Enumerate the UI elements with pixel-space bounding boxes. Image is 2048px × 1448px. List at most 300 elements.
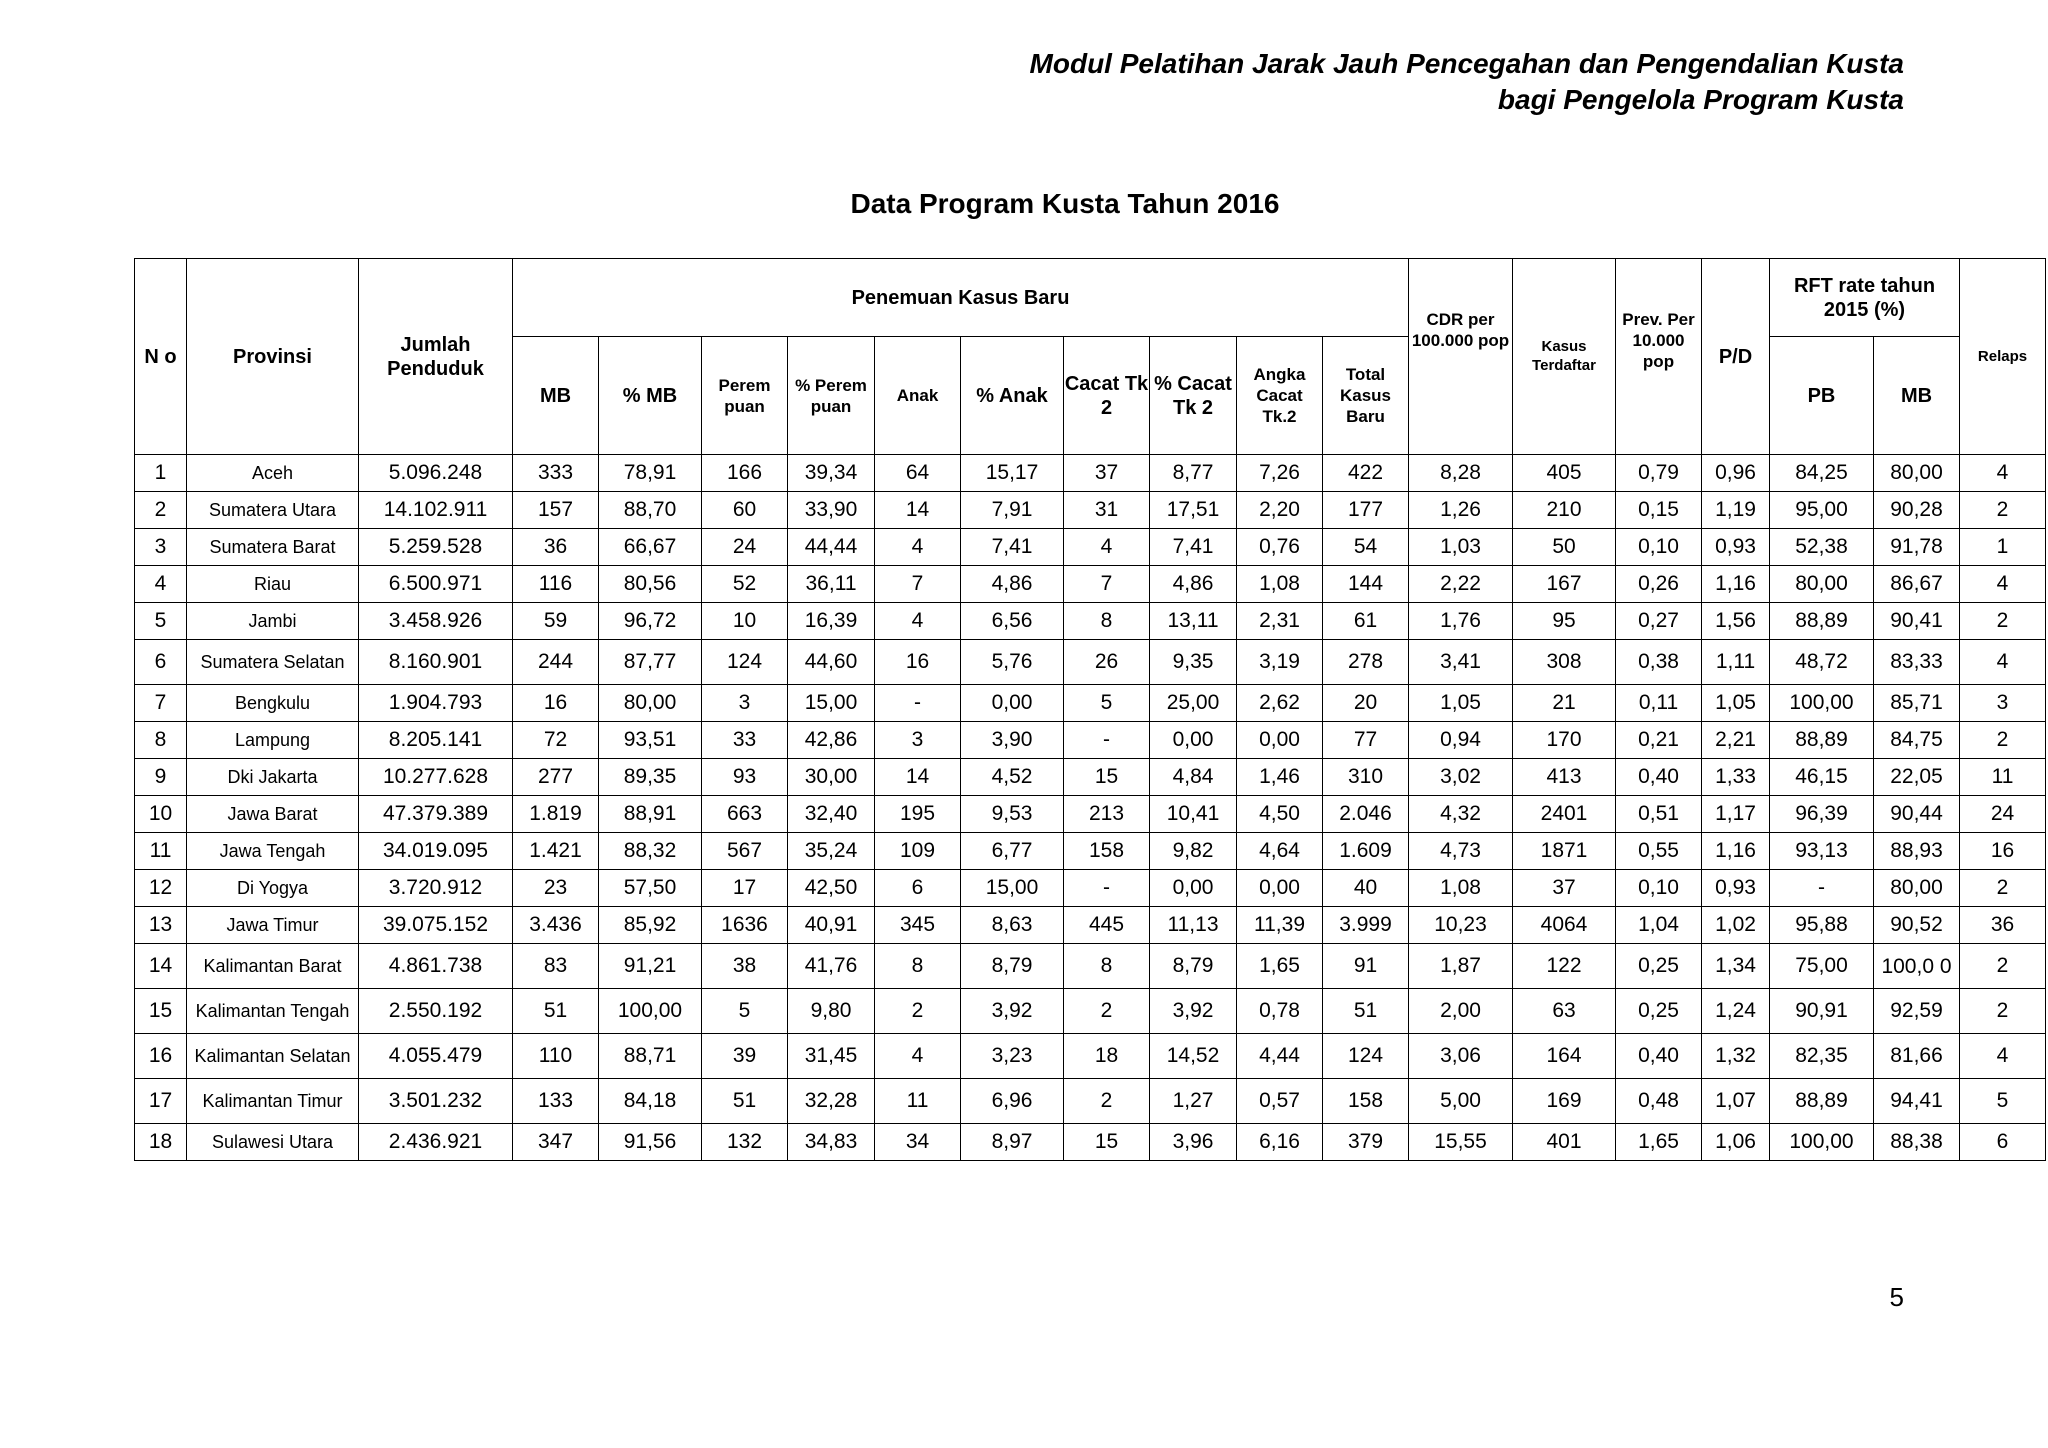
cell-pb: 88,89 — [1770, 1079, 1874, 1124]
header-prev: Prev. Per 10.000 pop — [1616, 259, 1702, 455]
cell-pct-perempuan: 44,60 — [788, 640, 875, 685]
cell-anak: 4 — [875, 1034, 961, 1079]
cell-pct-mb: 85,92 — [599, 907, 702, 944]
cell-pd: 1,07 — [1702, 1079, 1770, 1124]
cell-pd: 1,06 — [1702, 1124, 1770, 1161]
cell-pct-cacat-tk2: 0,00 — [1150, 722, 1237, 759]
cell-jumlah-penduduk: 39.075.152 — [359, 907, 513, 944]
cell-cdr: 2,00 — [1409, 989, 1513, 1034]
cell-pct-cacat-tk2: 11,13 — [1150, 907, 1237, 944]
cell-no: 1 — [135, 455, 187, 492]
cell-cdr: 3,02 — [1409, 759, 1513, 796]
cell-pct-cacat-tk2: 8,77 — [1150, 455, 1237, 492]
cell-relaps: 2 — [1960, 989, 2046, 1034]
cell-pb: 100,00 — [1770, 1124, 1874, 1161]
cell-anak: 34 — [875, 1124, 961, 1161]
cell-perempuan: 166 — [702, 455, 788, 492]
cell-angka-cacat: 2,31 — [1237, 603, 1323, 640]
cell-kasus-terdaftar: 169 — [1513, 1079, 1616, 1124]
cell-rft-mb: 91,78 — [1874, 529, 1960, 566]
cell-kasus-terdaftar: 405 — [1513, 455, 1616, 492]
cell-total-kasus-baru: 278 — [1323, 640, 1409, 685]
cell-pct-mb: 84,18 — [599, 1079, 702, 1124]
cell-perempuan: 33 — [702, 722, 788, 759]
cell-total-kasus-baru: 177 — [1323, 492, 1409, 529]
cell-cdr: 1,26 — [1409, 492, 1513, 529]
cell-rft-mb: 90,44 — [1874, 796, 1960, 833]
cell-jumlah-penduduk: 5.096.248 — [359, 455, 513, 492]
cell-pct-anak: 3,92 — [961, 989, 1064, 1034]
cell-pct-perempuan: 9,80 — [788, 989, 875, 1034]
cell-pct-anak: 4,86 — [961, 566, 1064, 603]
cell-pb: 80,00 — [1770, 566, 1874, 603]
cell-prev: 0,27 — [1616, 603, 1702, 640]
cell-angka-cacat: 0,78 — [1237, 989, 1323, 1034]
header-mb: MB — [513, 337, 599, 455]
cell-no: 2 — [135, 492, 187, 529]
cell-anak: 2 — [875, 989, 961, 1034]
cell-pb: 88,89 — [1770, 603, 1874, 640]
cell-pd: 1,02 — [1702, 907, 1770, 944]
cell-provinsi: Kalimantan Selatan — [187, 1034, 359, 1079]
cell-total-kasus-baru: 77 — [1323, 722, 1409, 759]
cell-pct-anak: 0,00 — [961, 685, 1064, 722]
cell-rft-mb: 22,05 — [1874, 759, 1960, 796]
cell-pct-cacat-tk2: 3,96 — [1150, 1124, 1237, 1161]
cell-prev: 0,51 — [1616, 796, 1702, 833]
cell-mb: 16 — [513, 685, 599, 722]
table-row — [135, 640, 2046, 685]
cell-no: 17 — [135, 1079, 187, 1124]
cell-cacat-tk2: 8 — [1064, 603, 1150, 640]
cell-pct-anak: 4,52 — [961, 759, 1064, 796]
cell-relaps: 4 — [1960, 640, 2046, 685]
cell-pct-cacat-tk2: 1,27 — [1150, 1079, 1237, 1124]
cell-mb: 51 — [513, 989, 599, 1034]
cell-rft-mb: 81,66 — [1874, 1034, 1960, 1079]
cell-provinsi: Sumatera Barat — [187, 529, 359, 566]
cell-pb: - — [1770, 870, 1874, 907]
cell-pct-cacat-tk2: 9,82 — [1150, 833, 1237, 870]
cell-pct-cacat-tk2: 7,41 — [1150, 529, 1237, 566]
cell-cacat-tk2: 2 — [1064, 989, 1150, 1034]
table-row — [135, 833, 2046, 870]
cell-pct-cacat-tk2: 8,79 — [1150, 944, 1237, 989]
cell-pct-perempuan: 16,39 — [788, 603, 875, 640]
header-pd: P/D — [1702, 259, 1770, 455]
cell-cacat-tk2: - — [1064, 722, 1150, 759]
cell-pd: 1,34 — [1702, 944, 1770, 989]
cell-jumlah-penduduk: 3.458.926 — [359, 603, 513, 640]
cell-mb: 36 — [513, 529, 599, 566]
table-row — [135, 796, 2046, 833]
cell-pd: 2,21 — [1702, 722, 1770, 759]
header-pb: PB — [1770, 337, 1874, 455]
table-row — [135, 1124, 2046, 1161]
cell-prev: 0,79 — [1616, 455, 1702, 492]
cell-jumlah-penduduk: 1.904.793 — [359, 685, 513, 722]
cell-jumlah-penduduk: 10.277.628 — [359, 759, 513, 796]
cell-angka-cacat: 11,39 — [1237, 907, 1323, 944]
cell-provinsi: Jambi — [187, 603, 359, 640]
cell-pct-cacat-tk2: 13,11 — [1150, 603, 1237, 640]
cell-cdr: 8,28 — [1409, 455, 1513, 492]
cell-pct-mb: 96,72 — [599, 603, 702, 640]
cell-pct-perempuan: 30,00 — [788, 759, 875, 796]
cell-pct-perempuan: 36,11 — [788, 566, 875, 603]
cell-relaps: 4 — [1960, 455, 2046, 492]
cell-pct-mb: 91,21 — [599, 944, 702, 989]
cell-mb: 116 — [513, 566, 599, 603]
cell-jumlah-penduduk: 8.160.901 — [359, 640, 513, 685]
cell-pb: 95,00 — [1770, 492, 1874, 529]
cell-pct-anak: 3,23 — [961, 1034, 1064, 1079]
cell-perempuan: 38 — [702, 944, 788, 989]
cell-provinsi: Di Yogya — [187, 870, 359, 907]
cell-mb: 333 — [513, 455, 599, 492]
cell-cdr: 1,76 — [1409, 603, 1513, 640]
cell-perempuan: 124 — [702, 640, 788, 685]
cell-pct-perempuan: 42,50 — [788, 870, 875, 907]
cell-provinsi: Dki Jakarta — [187, 759, 359, 796]
cell-provinsi: Sulawesi Utara — [187, 1124, 359, 1161]
cell-angka-cacat: 3,19 — [1237, 640, 1323, 685]
cell-no: 13 — [135, 907, 187, 944]
table-row — [135, 1034, 2046, 1079]
cell-prev: 0,26 — [1616, 566, 1702, 603]
cell-kasus-terdaftar: 210 — [1513, 492, 1616, 529]
cell-cdr: 3,41 — [1409, 640, 1513, 685]
cell-angka-cacat: 0,00 — [1237, 722, 1323, 759]
table-row — [135, 759, 2046, 796]
cell-relaps: 16 — [1960, 833, 2046, 870]
cell-provinsi: Kalimantan Tengah — [187, 989, 359, 1034]
cell-pct-cacat-tk2: 9,35 — [1150, 640, 1237, 685]
cell-perempuan: 3 — [702, 685, 788, 722]
cell-pct-anak: 15,17 — [961, 455, 1064, 492]
kusta-data-table — [134, 258, 2046, 1161]
cell-relaps: 2 — [1960, 492, 2046, 529]
cell-prev: 1,04 — [1616, 907, 1702, 944]
cell-cacat-tk2: 15 — [1064, 1124, 1150, 1161]
cell-cacat-tk2: 37 — [1064, 455, 1150, 492]
cell-cacat-tk2: 445 — [1064, 907, 1150, 944]
cell-perempuan: 132 — [702, 1124, 788, 1161]
cell-total-kasus-baru: 40 — [1323, 870, 1409, 907]
cell-rft-mb: 90,28 — [1874, 492, 1960, 529]
table-row — [135, 1079, 2046, 1124]
cell-no: 6 — [135, 640, 187, 685]
cell-anak: - — [875, 685, 961, 722]
cell-pct-perempuan: 34,83 — [788, 1124, 875, 1161]
header-no: N o — [135, 259, 187, 455]
cell-pct-mb: 91,56 — [599, 1124, 702, 1161]
cell-no: 14 — [135, 944, 187, 989]
cell-pb: 93,13 — [1770, 833, 1874, 870]
cell-anak: 3 — [875, 722, 961, 759]
cell-angka-cacat: 4,64 — [1237, 833, 1323, 870]
cell-jumlah-penduduk: 4.055.479 — [359, 1034, 513, 1079]
cell-pct-anak: 9,53 — [961, 796, 1064, 833]
header-rft-rate: RFT rate tahun 2015 (%) — [1770, 259, 1960, 337]
cell-perempuan: 39 — [702, 1034, 788, 1079]
cell-mb: 59 — [513, 603, 599, 640]
cell-total-kasus-baru: 1.609 — [1323, 833, 1409, 870]
cell-cacat-tk2: - — [1064, 870, 1150, 907]
header-pct-perempuan: % Perem puan — [788, 337, 875, 455]
cell-pct-perempuan: 15,00 — [788, 685, 875, 722]
cell-kasus-terdaftar: 95 — [1513, 603, 1616, 640]
cell-cdr: 0,94 — [1409, 722, 1513, 759]
cell-mb: 83 — [513, 944, 599, 989]
cell-jumlah-penduduk: 3.720.912 — [359, 870, 513, 907]
cell-rft-mb: 88,93 — [1874, 833, 1960, 870]
cell-no: 11 — [135, 833, 187, 870]
cell-prev: 0,40 — [1616, 759, 1702, 796]
cell-cacat-tk2: 158 — [1064, 833, 1150, 870]
cell-pd: 0,93 — [1702, 529, 1770, 566]
cell-provinsi: Sumatera Utara — [187, 492, 359, 529]
cell-kasus-terdaftar: 167 — [1513, 566, 1616, 603]
cell-cdr: 1,87 — [1409, 944, 1513, 989]
cell-pd: 0,93 — [1702, 870, 1770, 907]
cell-pct-anak: 6,77 — [961, 833, 1064, 870]
cell-relaps: 2 — [1960, 722, 2046, 759]
cell-total-kasus-baru: 51 — [1323, 989, 1409, 1034]
cell-provinsi: Kalimantan Barat — [187, 944, 359, 989]
cell-pd: 1,33 — [1702, 759, 1770, 796]
cell-pb: 82,35 — [1770, 1034, 1874, 1079]
header-jumlah-penduduk: Jumlah Penduduk — [359, 259, 513, 455]
cell-no: 18 — [135, 1124, 187, 1161]
cell-cdr: 4,32 — [1409, 796, 1513, 833]
cell-cacat-tk2: 18 — [1064, 1034, 1150, 1079]
cell-jumlah-penduduk: 8.205.141 — [359, 722, 513, 759]
cell-anak: 64 — [875, 455, 961, 492]
cell-perempuan: 10 — [702, 603, 788, 640]
cell-mb: 1.819 — [513, 796, 599, 833]
cell-pct-perempuan: 35,24 — [788, 833, 875, 870]
header-rft-mb: MB — [1874, 337, 1960, 455]
cell-rft-mb: 80,00 — [1874, 870, 1960, 907]
cell-pct-anak: 3,90 — [961, 722, 1064, 759]
cell-pct-mb: 57,50 — [599, 870, 702, 907]
cell-pb: 48,72 — [1770, 640, 1874, 685]
cell-prev: 0,38 — [1616, 640, 1702, 685]
cell-perempuan: 1636 — [702, 907, 788, 944]
cell-anak: 6 — [875, 870, 961, 907]
cell-pct-mb: 87,77 — [599, 640, 702, 685]
cell-rft-mb: 83,33 — [1874, 640, 1960, 685]
cell-pct-perempuan: 41,76 — [788, 944, 875, 989]
cell-rft-mb: 85,71 — [1874, 685, 1960, 722]
cell-rft-mb: 88,38 — [1874, 1124, 1960, 1161]
cell-cacat-tk2: 31 — [1064, 492, 1150, 529]
cell-pct-anak: 15,00 — [961, 870, 1064, 907]
cell-pct-mb: 88,91 — [599, 796, 702, 833]
cell-cdr: 10,23 — [1409, 907, 1513, 944]
cell-cacat-tk2: 5 — [1064, 685, 1150, 722]
cell-anak: 14 — [875, 759, 961, 796]
table-container — [134, 258, 2046, 1161]
cell-pb: 95,88 — [1770, 907, 1874, 944]
cell-cacat-tk2: 7 — [1064, 566, 1150, 603]
cell-mb: 133 — [513, 1079, 599, 1124]
cell-cacat-tk2: 213 — [1064, 796, 1150, 833]
cell-anak: 14 — [875, 492, 961, 529]
cell-pd: 0,96 — [1702, 455, 1770, 492]
cell-jumlah-penduduk: 6.500.971 — [359, 566, 513, 603]
cell-cacat-tk2: 15 — [1064, 759, 1150, 796]
cell-cdr: 15,55 — [1409, 1124, 1513, 1161]
cell-pct-anak: 5,76 — [961, 640, 1064, 685]
cell-relaps: 5 — [1960, 1079, 2046, 1124]
cell-mb: 1.421 — [513, 833, 599, 870]
cell-relaps: 11 — [1960, 759, 2046, 796]
table-title: Data Program Kusta Tahun 2016 — [850, 188, 1280, 219]
cell-angka-cacat: 7,26 — [1237, 455, 1323, 492]
cell-kasus-terdaftar: 37 — [1513, 870, 1616, 907]
cell-no: 15 — [135, 989, 187, 1034]
cell-prev: 0,25 — [1616, 944, 1702, 989]
header-pct-cacat-tk2: % Cacat Tk 2 — [1150, 337, 1237, 455]
cell-total-kasus-baru: 422 — [1323, 455, 1409, 492]
cell-jumlah-penduduk: 5.259.528 — [359, 529, 513, 566]
cell-relaps: 2 — [1960, 944, 2046, 989]
cell-pb: 100,00 — [1770, 685, 1874, 722]
cell-relaps: 3 — [1960, 685, 2046, 722]
table-row — [135, 907, 2046, 944]
cell-jumlah-penduduk: 2.436.921 — [359, 1124, 513, 1161]
cell-prev: 0,11 — [1616, 685, 1702, 722]
cell-jumlah-penduduk: 3.501.232 — [359, 1079, 513, 1124]
cell-no: 12 — [135, 870, 187, 907]
cell-pct-mb: 93,51 — [599, 722, 702, 759]
cell-pb: 75,00 — [1770, 944, 1874, 989]
cell-provinsi: Jawa Barat — [187, 796, 359, 833]
cell-mb: 3.436 — [513, 907, 599, 944]
cell-relaps: 4 — [1960, 1034, 2046, 1079]
cell-relaps: 2 — [1960, 870, 2046, 907]
cell-pct-perempuan: 39,34 — [788, 455, 875, 492]
document-header — [1030, 46, 1904, 118]
header-penemuan-kasus-baru: Penemuan Kasus Baru — [513, 259, 1409, 337]
cell-prev: 0,10 — [1616, 529, 1702, 566]
cell-anak: 195 — [875, 796, 961, 833]
cell-total-kasus-baru: 379 — [1323, 1124, 1409, 1161]
cell-perempuan: 5 — [702, 989, 788, 1034]
cell-angka-cacat: 6,16 — [1237, 1124, 1323, 1161]
cell-anak: 11 — [875, 1079, 961, 1124]
table-row — [135, 685, 2046, 722]
cell-perempuan: 567 — [702, 833, 788, 870]
table-row — [135, 529, 2046, 566]
cell-rft-mb: 80,00 — [1874, 455, 1960, 492]
cell-relaps: 6 — [1960, 1124, 2046, 1161]
cell-total-kasus-baru: 91 — [1323, 944, 1409, 989]
cell-total-kasus-baru: 20 — [1323, 685, 1409, 722]
cell-no: 3 — [135, 529, 187, 566]
cell-total-kasus-baru: 310 — [1323, 759, 1409, 796]
cell-mb: 72 — [513, 722, 599, 759]
cell-relaps: 2 — [1960, 603, 2046, 640]
cell-total-kasus-baru: 158 — [1323, 1079, 1409, 1124]
cell-pct-mb: 80,00 — [599, 685, 702, 722]
cell-angka-cacat: 1,46 — [1237, 759, 1323, 796]
table-row — [135, 870, 2046, 907]
cell-relaps: 36 — [1960, 907, 2046, 944]
cell-pct-mb: 66,67 — [599, 529, 702, 566]
cell-pct-mb: 80,56 — [599, 566, 702, 603]
cell-pd: 1,19 — [1702, 492, 1770, 529]
cell-pb: 84,25 — [1770, 455, 1874, 492]
cell-pd: 1,11 — [1702, 640, 1770, 685]
cell-cdr: 1,05 — [1409, 685, 1513, 722]
cell-rft-mb: 92,59 — [1874, 989, 1960, 1034]
cell-angka-cacat: 2,20 — [1237, 492, 1323, 529]
cell-pb: 96,39 — [1770, 796, 1874, 833]
cell-pct-perempuan: 33,90 — [788, 492, 875, 529]
cell-pct-cacat-tk2: 10,41 — [1150, 796, 1237, 833]
cell-no: 4 — [135, 566, 187, 603]
cell-mb: 23 — [513, 870, 599, 907]
cell-pct-anak: 8,63 — [961, 907, 1064, 944]
cell-perempuan: 663 — [702, 796, 788, 833]
cell-relaps: 1 — [1960, 529, 2046, 566]
cell-pb: 88,89 — [1770, 722, 1874, 759]
table-row — [135, 722, 2046, 759]
cell-anak: 345 — [875, 907, 961, 944]
cell-total-kasus-baru: 2.046 — [1323, 796, 1409, 833]
cell-pct-anak: 8,97 — [961, 1124, 1064, 1161]
cell-angka-cacat: 1,65 — [1237, 944, 1323, 989]
cell-jumlah-penduduk: 34.019.095 — [359, 833, 513, 870]
cell-no: 7 — [135, 685, 187, 722]
cell-pd: 1,05 — [1702, 685, 1770, 722]
cell-no: 8 — [135, 722, 187, 759]
header-angka-cacat: Angka Cacat Tk.2 — [1237, 337, 1323, 455]
cell-provinsi: Riau — [187, 566, 359, 603]
cell-angka-cacat: 4,44 — [1237, 1034, 1323, 1079]
cell-rft-mb: 90,52 — [1874, 907, 1960, 944]
cell-angka-cacat: 1,08 — [1237, 566, 1323, 603]
cell-pd: 1,32 — [1702, 1034, 1770, 1079]
cell-pct-mb: 88,71 — [599, 1034, 702, 1079]
header-cacat-tk2: Cacat Tk 2 — [1064, 337, 1150, 455]
cell-pd: 1,16 — [1702, 566, 1770, 603]
header-relaps: Relaps — [1960, 259, 2046, 455]
cell-pct-cacat-tk2: 17,51 — [1150, 492, 1237, 529]
cell-anak: 7 — [875, 566, 961, 603]
cell-no: 5 — [135, 603, 187, 640]
cell-cacat-tk2: 26 — [1064, 640, 1150, 685]
cell-pd: 1,17 — [1702, 796, 1770, 833]
cell-cdr: 3,06 — [1409, 1034, 1513, 1079]
cell-total-kasus-baru: 61 — [1323, 603, 1409, 640]
cell-cdr: 4,73 — [1409, 833, 1513, 870]
cell-pct-perempuan: 32,40 — [788, 796, 875, 833]
cell-jumlah-penduduk: 2.550.192 — [359, 989, 513, 1034]
table-row — [135, 455, 2046, 492]
header-perempuan: Perem puan — [702, 337, 788, 455]
cell-cacat-tk2: 2 — [1064, 1079, 1150, 1124]
cell-no: 10 — [135, 796, 187, 833]
cell-pct-cacat-tk2: 25,00 — [1150, 685, 1237, 722]
cell-pct-mb: 89,35 — [599, 759, 702, 796]
table-row — [135, 603, 2046, 640]
cell-prev: 0,48 — [1616, 1079, 1702, 1124]
cell-pct-mb: 88,70 — [599, 492, 702, 529]
